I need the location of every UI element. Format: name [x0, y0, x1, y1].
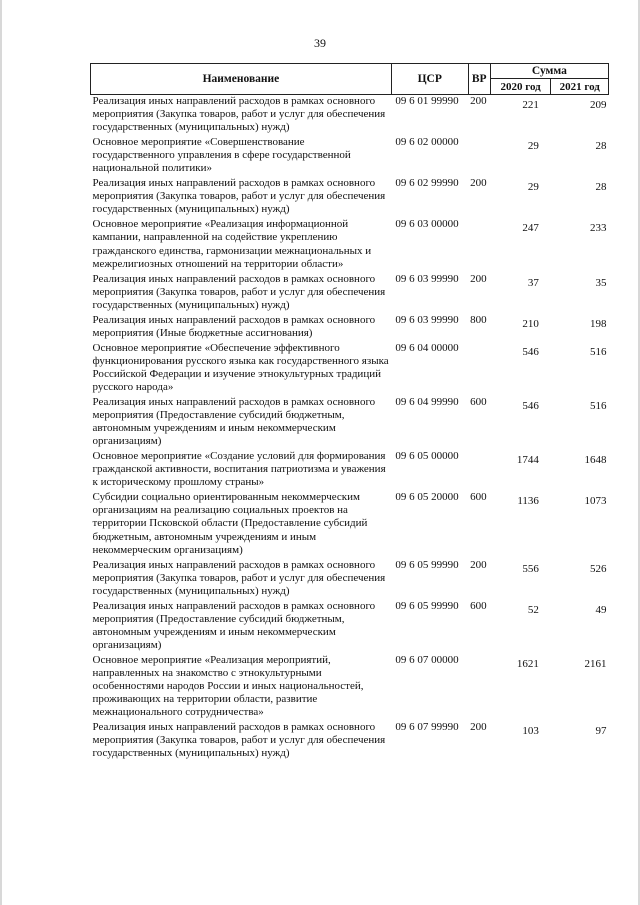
row-name-cell: Основное мероприятие «Создание условий для формирования гражданской активности, воспитания патриотизма и уважения к историческому прошлому страны» [92, 450, 386, 489]
row-csr-cell: 09 6 04 99990 [395, 396, 459, 409]
row-csr-cell: 09 6 05 00000 [395, 450, 459, 463]
table-row [91, 654, 609, 721]
row-amount-2021-cell: 526 [590, 562, 607, 575]
table-row [91, 342, 609, 396]
row-name-cell: Реализация иных направлений расходов в рамках основного мероприятия (Закупка товаров, работ и услуг для обеспечения государственных (муниципальных) нужд) [92, 177, 386, 216]
row-amount-2020-cell: 52 [527, 603, 539, 616]
row-name-cell: Реализация иных направлений расходов в рамках основного мероприятия (Закупка товаров, работ и услуг для обеспечения государственных (муниципальных) нужд) [92, 721, 386, 760]
budget-table [90, 63, 609, 762]
row-amount-2021-cell: 1648 [584, 454, 607, 467]
row-vr-cell: 200 [470, 95, 487, 107]
row-csr-cell: 09 6 05 99990 [395, 558, 459, 571]
row-amount-2021-cell: 49 [595, 603, 607, 616]
row-name-cell: Реализация иных направлений расходов в рамках основного мероприятия (Закупка товаров, работ и услуг для обеспечения государственных (муниципальных) нужд) [92, 95, 386, 134]
row-csr-cell: 09 6 02 99990 [395, 177, 459, 190]
row-name-cell: Основное мероприятие «Реализация информационной кампании, направленной на содействие укреплению гражданского единства, гармонизации межнациональных и межрелигиозных отношений на территории области» [92, 218, 372, 270]
row-vr-cell: 600 [470, 396, 487, 409]
row-amount-2020-cell: 29 [527, 140, 539, 153]
header-name: Наименование [91, 64, 392, 95]
row-csr-cell: 09 6 02 00000 [395, 136, 459, 149]
table-row [91, 600, 609, 654]
row-vr-cell: 200 [470, 177, 487, 190]
table-row [91, 314, 609, 342]
row-amount-2020-cell: 1744 [516, 454, 539, 467]
table-row [91, 559, 609, 600]
row-vr-cell: 200 [470, 272, 487, 285]
table-row [91, 450, 609, 491]
row-amount-2021-cell: 198 [590, 317, 607, 330]
row-amount-2021-cell: 516 [590, 400, 607, 413]
row-csr-cell: 09 6 05 99990 [395, 599, 459, 612]
row-name-cell: Реализация иных направлений расходов в рамках основного мероприятия (Закупка товаров, работ и услуг для обеспечения государственных (муниципальных) нужд) [92, 272, 386, 311]
row-csr-cell: 09 6 01 99990 [395, 95, 459, 107]
header-year-2021: 2021 год [551, 79, 609, 95]
row-amount-2021-cell: 28 [595, 181, 607, 194]
row-amount-2021-cell: 209 [590, 99, 607, 111]
row-csr-cell: 09 6 03 99990 [395, 313, 459, 326]
table-row [91, 396, 609, 450]
row-vr-cell [468, 450, 490, 491]
row-csr-cell: 09 6 05 20000 [395, 491, 459, 504]
row-csr-cell: 09 6 07 99990 [395, 721, 459, 734]
row-name-cell: Субсидии социально ориентированным некоммерческим организациям на реализацию социальных проектов на территории Псковской области (Предоставление субсидий бюджетным, автономным учреждениям и иным некоммерческим организациям) [92, 491, 368, 556]
table-header [91, 64, 609, 95]
table-row [91, 136, 609, 177]
row-amount-2021-cell: 233 [590, 222, 607, 235]
row-amount-2020-cell: 1621 [516, 657, 539, 670]
row-csr-cell: 09 6 03 00000 [395, 218, 459, 231]
header-vr: ВР [468, 64, 490, 95]
row-amount-2020-cell: 210 [522, 317, 539, 330]
row-amount-2020-cell: 221 [522, 99, 539, 111]
page-number: 39 [314, 36, 326, 50]
page-edge-left [0, 0, 2, 905]
row-amount-2021-cell: 35 [595, 276, 607, 289]
row-amount-2020-cell: 29 [527, 181, 539, 194]
row-name-cell: Основное мероприятие «Обеспечение эффективного функционирования русского языка как государственного языка Российской Федерации и изучение этнокультурных традиций русского народа» [92, 341, 389, 393]
row-name-cell: Реализация иных направлений расходов в рамках основного мероприятия (Предоставление субсидий бюджетным, автономным учреждениям и иным некоммерческим организациям) [92, 599, 376, 651]
row-amount-2020-cell: 103 [522, 725, 539, 738]
row-csr-cell: 09 6 04 00000 [395, 341, 459, 354]
header-sum: Сумма [490, 64, 608, 79]
table-row [91, 95, 609, 137]
row-amount-2021-cell: 516 [590, 345, 607, 358]
row-amount-2020-cell: 546 [522, 345, 539, 358]
row-amount-2020-cell: 37 [527, 276, 539, 289]
table-row [91, 273, 609, 314]
header-csr: ЦСР [391, 64, 468, 95]
row-amount-2020-cell: 546 [522, 400, 539, 413]
header-year-2020: 2020 год [490, 79, 551, 95]
row-vr-cell: 200 [470, 721, 487, 734]
row-amount-2020-cell: 247 [522, 222, 539, 235]
row-vr-cell: 200 [470, 558, 487, 571]
row-name-cell: Основное мероприятие «Реализация мероприятий, направленных на знакомство с этнокультурными особенностями народов России и иных национальностей, проживающих на территории области, развитие межнационального сотрудничества» [92, 653, 364, 719]
row-amount-2021-cell: 2161 [584, 657, 607, 670]
row-vr-cell [468, 342, 490, 396]
row-name-cell: Реализация иных направлений расходов в рамках основного мероприятия (Иные бюджетные ассигнования) [92, 313, 376, 339]
row-amount-2020-cell: 556 [522, 562, 539, 575]
row-amount-2021-cell: 1073 [584, 495, 607, 508]
table-row [91, 218, 609, 272]
row-amount-2021-cell: 28 [595, 140, 607, 153]
table-row [91, 177, 609, 218]
row-vr-cell [468, 654, 490, 721]
row-vr-cell: 600 [470, 599, 487, 612]
row-vr-cell: 800 [470, 313, 487, 326]
row-vr-cell [468, 136, 490, 177]
table-body [91, 95, 609, 763]
row-csr-cell: 09 6 07 00000 [395, 653, 459, 666]
row-csr-cell: 09 6 03 99990 [395, 272, 459, 285]
row-vr-cell [468, 218, 490, 272]
row-name-cell: Реализация иных направлений расходов в рамках основного мероприятия (Предоставление субсидий бюджетным, автономным учреждениям и иным некоммерческим организациям) [92, 396, 376, 448]
row-amount-2020-cell: 1136 [517, 495, 539, 508]
table-row [91, 491, 609, 558]
table-row [91, 721, 609, 762]
row-amount-2021-cell: 97 [595, 725, 607, 738]
row-name-cell: Основное мероприятие «Совершенствование государственного управления в сфере государственной национальной политики» [92, 136, 351, 175]
row-vr-cell: 600 [470, 491, 487, 504]
row-name-cell: Реализация иных направлений расходов в рамках основного мероприятия (Закупка товаров, работ и услуг для обеспечения государственных (муниципальных) нужд) [92, 558, 386, 597]
